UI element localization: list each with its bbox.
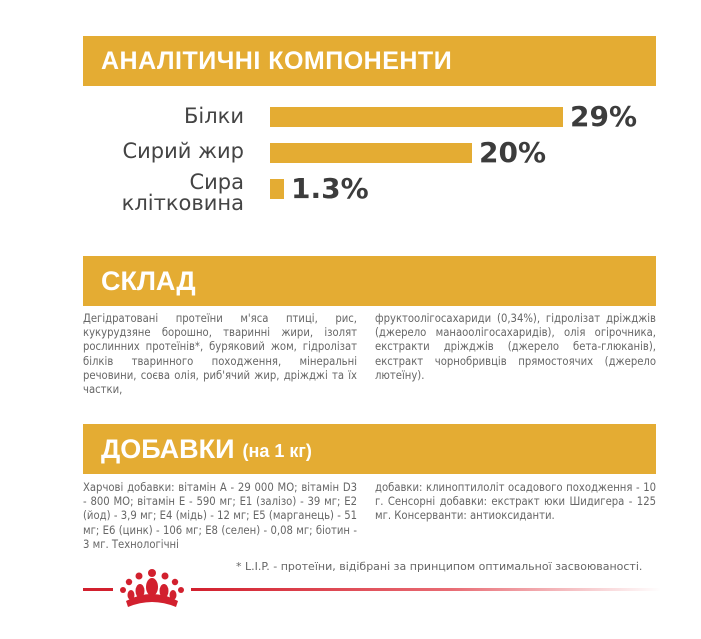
additives-title: ДОБАВКИ	[101, 433, 235, 464]
fiber-label: Сира клітковина	[121, 170, 244, 215]
additives-text-right: добавки: клиноптилоліт осадового походження - 10 г. Сенсорні добавки: екстракт юки Шидигера - 125 мг. Консерванти: антиоксиданти.	[375, 481, 656, 523]
fiber-bar	[270, 179, 284, 199]
additives-subtitle: (на 1 кг)	[242, 440, 312, 461]
composition-header	[83, 256, 656, 306]
protein-label: Білки	[184, 104, 244, 128]
additives-header	[83, 424, 656, 474]
royal-canin-crown-icon	[112, 567, 192, 609]
protein-bar	[270, 107, 563, 127]
fat-value: 20%	[479, 136, 547, 169]
fat-label: Сирий жир	[122, 139, 244, 163]
brand-line-left	[83, 588, 113, 591]
analytics-title: АНАЛІТИЧНІ КОМПОНЕНТИ	[101, 46, 453, 75]
brand-line-right	[191, 588, 661, 591]
composition-text-left: Дегідратовані протеїни м'яса птиці, рис, кукурудзяне борошно, тваринні жири, ізолят рослинних протеїнів*, буряковий жом, гідролізат білків тваринного походження, мінеральні речовини, соєва олія, риб'ячий жир, дріжджі та їх частки,	[83, 312, 357, 397]
composition-title: СКЛАД	[101, 265, 196, 296]
footnote: * L.I.P. - протеїни, відібрані за принципом оптимальної засвоюваності.	[236, 560, 643, 573]
additives-text-left: Харчові добавки: вітамін А - 29 000 МО; вітамін D3 - 800 МО; вітамін Е - 590 мг; Е1 (залізо) - 39 мг; Е2 (йод) - 3,9 мг; Е4 (мідь) - 12 мг; Е5 (марганець) - 51 мг; Е6 (цинк) - 106 мг; Е8 (селен) - 0,08 мг; біотин - 3 мг. Технологічні	[83, 481, 357, 551]
analytics-header	[83, 36, 656, 86]
composition-text-right: фруктоолігосахариди (0,34%), гідролізат дріжджів (джерело манаоолігосахаридів), олія огірочника, екстракти дріжджів (джерело бета-глюканів), екстракт чорнобривців прямостоячих (джерело лютеїну).	[375, 312, 656, 382]
protein-value: 29%	[570, 100, 638, 133]
fat-bar	[270, 143, 472, 163]
fiber-value: 1.3%	[291, 172, 369, 205]
